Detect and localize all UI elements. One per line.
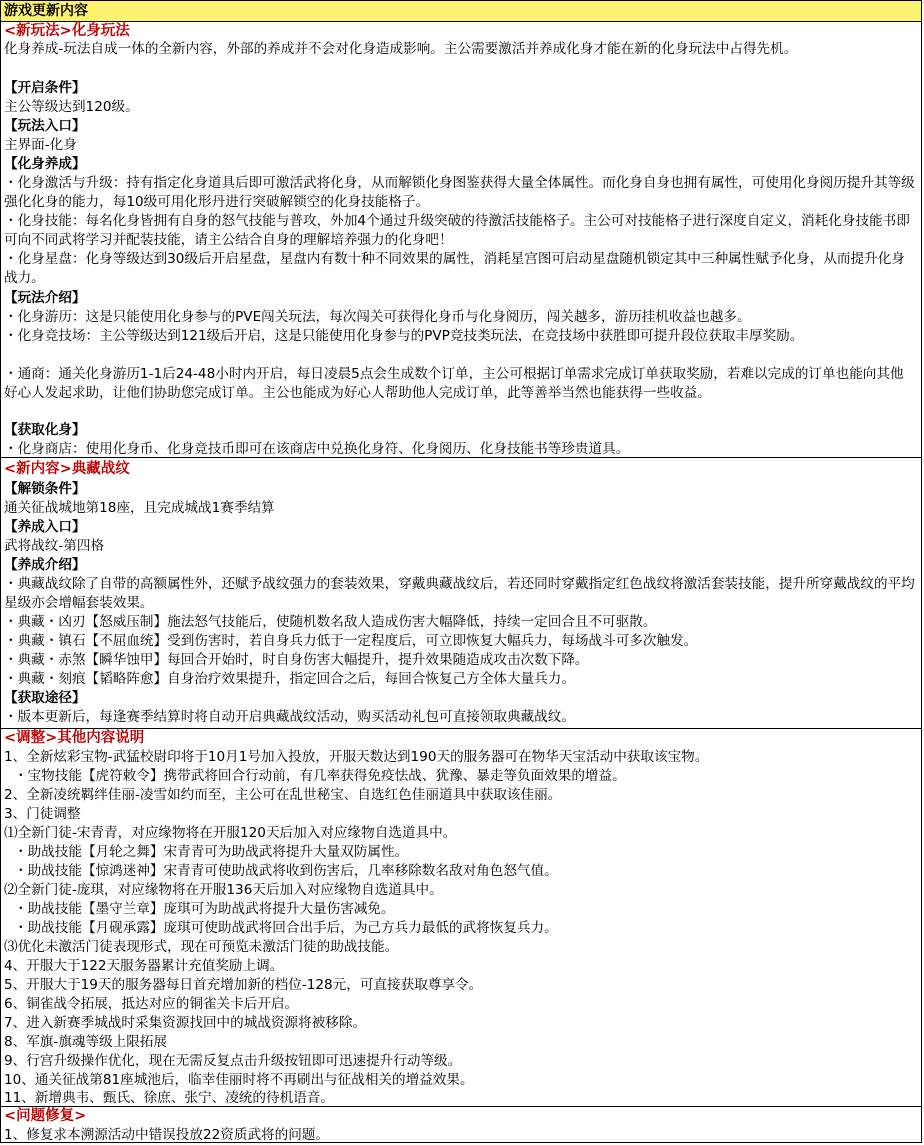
section-header: <问题修复> [4,1108,87,1124]
list-item: 11、新增典韦、甄氏、徐庶、张宁、凌统的待机语音。 [4,1090,334,1106]
list-item: ・典藏・刻痕【韬略阵愈】自身治疗效果提升，指定回合之后，每回合恢复己方全体大量兵力。 [4,671,575,687]
list-item: ・化身商店：使用化身币、化身竞技币即可在该商店中兑换化身符、化身阅历、化身技能书等珍贵道具。 [4,441,630,457]
list-item: 7、进入新赛季城战时采集资源找回中的城战资源将被移除。 [4,1015,367,1031]
list-item: 5、开服大于19天的服务器每日首充增加新的档位-128元，可直接获取尊享令。 [4,977,483,993]
list-item: ・典藏・镇石【不屈血统】受到伤害时，若自身兵力低于一定程度后，可立即恢复大幅兵力，每场战斗可多次触发。 [4,633,698,649]
list-item: ・化身游历：这是只能使用化身参与的PVE闯关玩法，每次闯关可获得化身币与化身阅历，闯关越多，游历挂机收益也越多。 [4,309,751,325]
section-avatar-gameplay [1,22,921,456]
section-collection-pattern [1,457,921,727]
page-title: 游戏更新内容 [1,1,921,22]
list-item: ・助战技能【月轮之舞】宋青青可为助战武将提升大量双防属性。 [14,844,409,860]
subheading: 【玩法入口】 [4,118,86,134]
subheading: 【玩法介绍】 [4,290,86,306]
list-item: ・化身星盘：化身等级达到30级后开启星盘，星盘内有数十种不同效果的属性，消耗星宫图可启动星盘随机锁定其中三种属性赋予化身，从而提升化身战力。 [4,251,905,287]
list-item: ・助战技能【惊鸿迷神】宋青青可使助战武将收到伤害后，几率移除数名敌对角色怒气值。 [14,863,558,879]
list-item: 9、行宫升级操作优化，现在无需反复点击升级按钮即可迅速提升行动等级。 [4,1053,462,1069]
section-adjustments [1,728,921,1105]
subheading: 【养成介绍】 [4,557,86,573]
section-header: <新玩法>化身玩法 [4,23,130,39]
list-item: ・化身激活与升级：持有指定化身道具后即可激活武将化身，从而解锁化身图鉴获得大量全体属性。而化身自身也拥有属性，可使用化身阅历提升其等级强化化身的能力，每10级可用化形丹进行突破解锁空的化身技能格子。 [4,175,915,211]
subheading: 【解锁条件】 [4,481,86,497]
list-item: ⑶优化未激活门徒表现形式，现在可预览未激活门徒的助战技能。 [4,939,399,955]
list-item: ・化身技能：每名化身皆拥有自身的怒气技能与普攻，外加4个通过升级突破的待激活技能格子。主公可对技能格子进行深度自定义，消耗化身技能书即可向不同武将学习并配装技能，请主公结合自身的理解培养强力的化身吧！ [4,213,910,249]
paragraph: 武将战纹-第四格 [4,538,105,554]
list-item: ・版本更新后，每逢赛季结算时将自动开启典藏战纹活动，购买活动礼包可直接领取典藏战纹。 [4,709,575,725]
list-item: ・典藏・凶刃【怒威压制】施法怒气技能后，使随机数名敌人造成伤害大幅降低，持续一定回合且不可驱散。 [4,614,657,630]
list-item: ・典藏・赤煞【瞬华蚀甲】每回合开始时，时自身伤害大幅提升，提升效果随造成攻击次数下降。 [4,652,589,668]
subheading: 【获取化身】 [4,422,86,438]
section-header: <新内容>典藏战纹 [4,461,130,477]
subheading: 【获取途径】 [4,690,86,706]
list-item: ・化身竞技场：主公等级达到121级后开启，这是只能使用化身参与的PVP竞技类玩法，在竞技场中获胜即可提升段位获取丰厚奖励。 [4,328,804,344]
list-item: 6、铜雀战令拓展，抵达对应的铜雀关卡后开启。 [4,996,299,1012]
paragraph: 主公等级达到120级。 [4,99,139,115]
paragraph: 通关征战城地第18座，且完成城战1赛季结算 [4,500,275,516]
list-item: 4、开服大于122天服务器累计充值奖励上调。 [4,958,284,974]
paragraph: 主界面-化身 [4,137,77,153]
paragraph: 化身养成-玩法自成一体的全新内容，外部的养成并不会对化身造成影响。主公需要激活并养成化身才能在新的化身玩法中占得先机。 [4,41,798,57]
list-item: 1、修复求本溯源活动中错误投放22资质武将的问题。 [4,1127,330,1143]
list-item: ・典藏战纹除了自带的高额属性外，还赋予战纹强力的套装效果，穿戴典藏战纹后，若还同时穿戴指定红色战纹将激活套装技能，提升所穿戴战纹的平均星级亦会增幅套装效果。 [4,576,915,612]
list-item: ・通商：通关化身游历1-1后24-48小时内开启，每日凌晨5点会生成数个订单，主公可根据订单需求完成订单获取奖励，若难以完成的订单也能向其他好心人发起求助，让他们协助您完成订单。主公也能成为好心人帮助他人完成订单，此等善举当然也能获得一些收益。 [4,366,904,402]
list-item: ・助战技能【墨守兰章】庞琪可为助战武将提升大量伤害减免。 [14,901,395,917]
list-item: ⑵全新门徒-庞琪，对应缘物将在开服136天后加入对应缘物自选道具中。 [4,882,443,898]
list-item: ・宝物技能【虎符敕令】携带武将回合行动前，有几率获得免疫怯战、犹豫、暴走等负面效果的增益。 [14,768,626,784]
subheading: 【化身养成】 [4,156,86,172]
list-item: ⑴全新门徒-宋青青，对应缘物将在开服120天后加入对应缘物自选道具中。 [4,825,457,841]
list-item: 2、全新凌统羁绊佳丽-凌雪如约而至，主公可在乱世秘宝、自选红色佳丽道具中获取该佳丽。 [4,787,562,803]
subheading: 【开启条件】 [4,80,86,96]
list-item: 10、通关征战第81座城池后，临幸佳丽时将不再刷出与征战相关的增益效果。 [4,1072,474,1088]
list-item: 8、军旗-旗魂等级上限拓展 [4,1034,168,1050]
subheading: 【养成入口】 [4,519,86,535]
section-header: <调整>其他内容说明 [4,730,145,746]
list-item: 1、全新炫彩宝物-武猛校尉印将于10月1号加入投放，开服天数达到190天的服务器可在物华天宝活动中获取该宝物。 [4,749,709,765]
list-item: 3、门徒调整 [4,806,81,822]
section-bug-fixes [1,1106,921,1144]
list-item: ・助战技能【月砚承露】庞琪可使助战武将回合出手后，为己方兵力最低的武将恢复兵力。 [14,920,558,936]
